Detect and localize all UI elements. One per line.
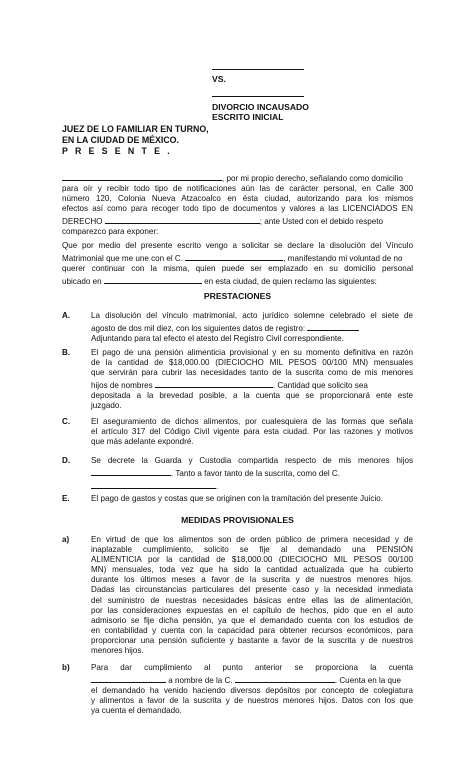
medida-a-line: En virtud de que los alimentos son de orden público de primera necesidad y de bbox=[91, 535, 413, 544]
prestacion-a-line-1: La disolución del vínculo matrimonial, acto jurídico solemne celebrado el siete de bbox=[91, 311, 413, 320]
addressee-line-1: JUEZ DE LO FAMILIAR EN TURNO, bbox=[62, 124, 209, 134]
prestacion-d-line-3: . bbox=[216, 482, 219, 492]
document-subtitle: ESCRITO INICIAL bbox=[212, 112, 284, 122]
prestacion-b-line-1: El pago de una pensión alimenticia provisional y en su momento definitiva en razón bbox=[91, 348, 413, 357]
prestacion-a-line-2: agosto de dos mil diez, con los siguientes datos de registro: bbox=[91, 324, 306, 334]
medida-b-label: b) bbox=[62, 663, 70, 672]
prestacion-a-label: A. bbox=[62, 311, 71, 320]
request-line-1: Que por medio del presente escrito vengo a solicitar se declare la disolución del Vínculo bbox=[62, 241, 413, 250]
children-names-blank bbox=[155, 378, 273, 388]
case-type: DIVORCIO INCAUSADO bbox=[212, 101, 309, 112]
intro-line-6: comparezco para exponer: bbox=[62, 227, 159, 237]
request-line-2b: , manifestando mi voluntad de no bbox=[283, 254, 403, 264]
medida-b-line-4: y alimentos a favor de la suscrita y de nuestros menores hijos. Datos con los que bbox=[91, 696, 413, 706]
defendant-custody-blank bbox=[91, 479, 219, 492]
lawyers-name-blank bbox=[105, 214, 260, 224]
account-holder-blank bbox=[235, 673, 335, 683]
medida-b-line-2b: . Cuenta en la que bbox=[334, 676, 401, 686]
prestacion-b-line-4a: hijos de nombres bbox=[91, 381, 153, 391]
addressee-line-2: EN LA CIUDAD DE MÉXICO. bbox=[62, 135, 179, 145]
request-line-4a: ubicado en bbox=[62, 277, 102, 287]
medida-a-line: menores hijos. bbox=[91, 646, 144, 656]
prestacion-d-line-1: Se decrete la Guarda y Custodia compartida respecto de mis menores hijos bbox=[91, 456, 413, 465]
intro-paragraph bbox=[62, 171, 413, 238]
prestacion-b-line-4b: . Cantidad que solicito sea bbox=[272, 381, 368, 391]
medida-a-line: por las consideraciones expuestas en el capítulo de hechos, pido que en el auto bbox=[91, 605, 413, 615]
request-line-4b: en esta ciudad, de quien reclamo las siguientes: bbox=[204, 277, 377, 287]
prestacion-a-line-3: Adjuntando para tal efecto el atesto del Registro Civil correspondiente. bbox=[91, 334, 344, 344]
medida-a-line: admisorio se fije dicha pensión, ya que el demandado cuenta con los estudios de bbox=[91, 615, 413, 625]
account-number-blank bbox=[91, 673, 166, 683]
prestacion-c-line-2: el artículo 317 del Código Civil vigente para esta ciudad. Por las razones y motivos bbox=[91, 427, 413, 437]
defendant-name-blank bbox=[212, 87, 304, 97]
prestacion-e-label: E. bbox=[62, 494, 70, 503]
medida-a-label: a) bbox=[62, 535, 70, 544]
medida-a-line: del suministro de nuestras necesidades básicas entre ellas las de alimentación, bbox=[91, 595, 413, 605]
prestacion-b-line-3: que servirán para cubrir las necesidades tanto de la suscrita como de mis menores bbox=[91, 368, 413, 378]
intro-line-5b: ; ante Usted con el debido respeto bbox=[259, 217, 384, 227]
prestacion-d-label: D. bbox=[62, 456, 71, 465]
addressee-block bbox=[62, 124, 209, 157]
intro-line-3: número 120, Colonia Nueva Atzacoalco en ésta ciudad, autorizando para los mismos bbox=[62, 194, 413, 204]
medida-a-line: Dadas las circunstancias particulares del presente caso y la necesidad inmediata bbox=[91, 585, 413, 595]
prestacion-c-label: C. bbox=[62, 417, 71, 426]
request-line-3: querer continuar con la misma, quien puede ser emplazado en su domicilio personal bbox=[62, 264, 413, 274]
medida-b-line-2a: a nombre de la C. bbox=[168, 676, 233, 686]
spouse-name-blank bbox=[185, 251, 283, 261]
prestacion-b-line-2: de la cantidad de $18,000.00 (DIECIOCHO MIL PESOS 00/100 MN) mensuales bbox=[91, 358, 413, 368]
intro-line-4: efectos así como para recoger todo tipo de documentos y valores a las LICENCIADOS EN bbox=[62, 204, 413, 214]
prestacion-b-label: B. bbox=[62, 348, 71, 357]
medida-a-line: durante los últimos meses a favor de la suscrita y de nuestros menores hijos. bbox=[91, 575, 413, 585]
header-block bbox=[212, 60, 412, 123]
medida-a-line: en contabilidad y cuenta con la capacidad para obtener recursos económicos, para bbox=[91, 625, 413, 635]
prestacion-c-line-1: El aseguramiento de dichos alimentos, por cualesquiera de las formas que señala bbox=[91, 417, 413, 426]
medida-b-line-1: Para dar cumplimiento al punto anterior se proporciona la cuenta bbox=[91, 663, 413, 672]
prestacion-b-line-6: juzgado. bbox=[91, 401, 122, 411]
plaintiff-name-blank bbox=[212, 60, 304, 70]
medida-a-line: ALIMENTICIA por la cantidad de $18,000.00 (DIECIOCHO MIL PESOS 00/100 bbox=[91, 555, 413, 565]
prestacion-b-line-5: depositada a la brevedad posible, a la cuenta que se proporcionará ente este bbox=[91, 391, 413, 401]
spouse-address-blank bbox=[104, 274, 202, 284]
prestaciones-heading: PRESTACIONES bbox=[203, 291, 272, 301]
request-paragraph bbox=[62, 241, 413, 287]
applicant-name-blank bbox=[62, 171, 222, 181]
medida-a-line: MN) mensuales, toda vez que ha sido la cantidad actualizada que ha cubierto bbox=[91, 565, 413, 575]
intro-line-5a: DERECHO bbox=[62, 217, 103, 227]
addressee-line-3: P R E S E N T E . bbox=[62, 146, 173, 156]
registry-data-blank bbox=[307, 321, 359, 331]
prestacion-d-line-2: . Tanto a favor tanto de la suscrita, como del C. bbox=[171, 469, 341, 479]
request-line-2a: Matrimonial que me une con el C. bbox=[62, 254, 184, 264]
vs-label: VS. bbox=[212, 73, 226, 84]
medida-a-line: proporcionar una pensión suficiente y bastante a favor de la suscrita y de nuestros bbox=[91, 635, 413, 645]
prestacion-e-line-1: El pago de gastos y costas que se originen con la tramitación del presente Juicio. bbox=[91, 494, 383, 503]
intro-line-2: para oír y recibir todo tipo de notificaciones aún las de carácter personal, en Calle 300 bbox=[62, 184, 413, 194]
medida-a-line: inaplazable cumplimiento, solicito se fije al demandado una PENSIÓN bbox=[91, 545, 413, 555]
intro-line-1: , por mi propio derecho, señalando como domicilio bbox=[222, 174, 403, 183]
medida-b-line-3: el demandado ha venido haciendo diversos depósitos por concepto de colegiatura bbox=[91, 686, 413, 696]
medida-b-line-5: ya cuenta el demandado. bbox=[91, 706, 182, 716]
children-custody-blank bbox=[91, 466, 171, 476]
medidas-heading: MEDIDAS PROVISIONALES bbox=[181, 515, 294, 525]
prestacion-c-line-3: que más adelante expondré. bbox=[91, 437, 194, 447]
